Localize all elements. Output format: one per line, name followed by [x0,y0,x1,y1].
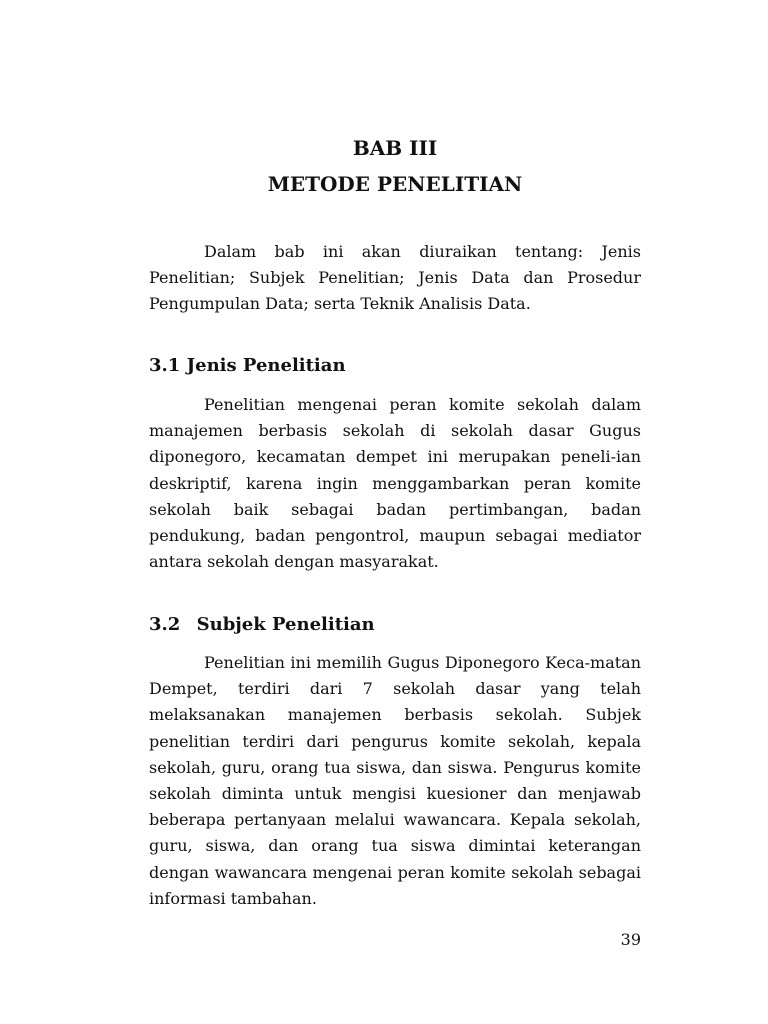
section-number: 3.1 [149,355,181,376]
section-title: Jenis Penelitian [186,355,346,376]
section-title: Subjek Penelitian [196,614,375,635]
section-heading-jenis-penelitian [149,355,346,376]
section-heading-subjek-penelitian [149,614,375,635]
intro-paragraph: Dalam bab ini akan diuraikan tentang: Jenis Penelitian; Subjek Penelitian; Jenis Data dan Prosedur Pengumpulan Data; serta Teknik Analisis Data. [149,242,641,314]
chapter-number: BAB III [352,136,438,160]
section-body-subjek-penelitian: Penelitian ini memilih Gugus Diponegoro Keca-matan Dempet, terdiri dari 7 sekolah dasar yang telah melaksanakan manajemen berbasis sekolah. Subjek penelitian terdiri dari pengurus komite sekolah, kepala sekolah, guru, orang tua siswa, dan siswa. Pengurus komite sekolah diminta untuk mengisi kuesioner dan menjawab beberapa pertanyaan melalui wawancara. Kepala sekolah, guru, siswa, dan orang tua siswa dimintai keterangan dengan wawancara mengenai peran komite sekolah sebagai informasi tambahan. [149,653,641,908]
chapter-title: METODE PENELITIAN [267,172,523,196]
section-body-jenis-penelitian: Penelitian mengenai peran komite sekolah dalam manajemen berbasis sekolah di sekolah dasar Gugus diponegoro, kecamatan dempet ini merupakan peneli-ian deskriptif, karena ingin menggambarkan peran komite sekolah baik sebagai badan pertimbangan, badan pendukung, badan pengontrol, maupun sebagai mediator antara sekolah dengan masyarakat. [149,395,641,572]
page-number: 39 [620,930,641,949]
section-number: 3.2 [149,614,181,635]
